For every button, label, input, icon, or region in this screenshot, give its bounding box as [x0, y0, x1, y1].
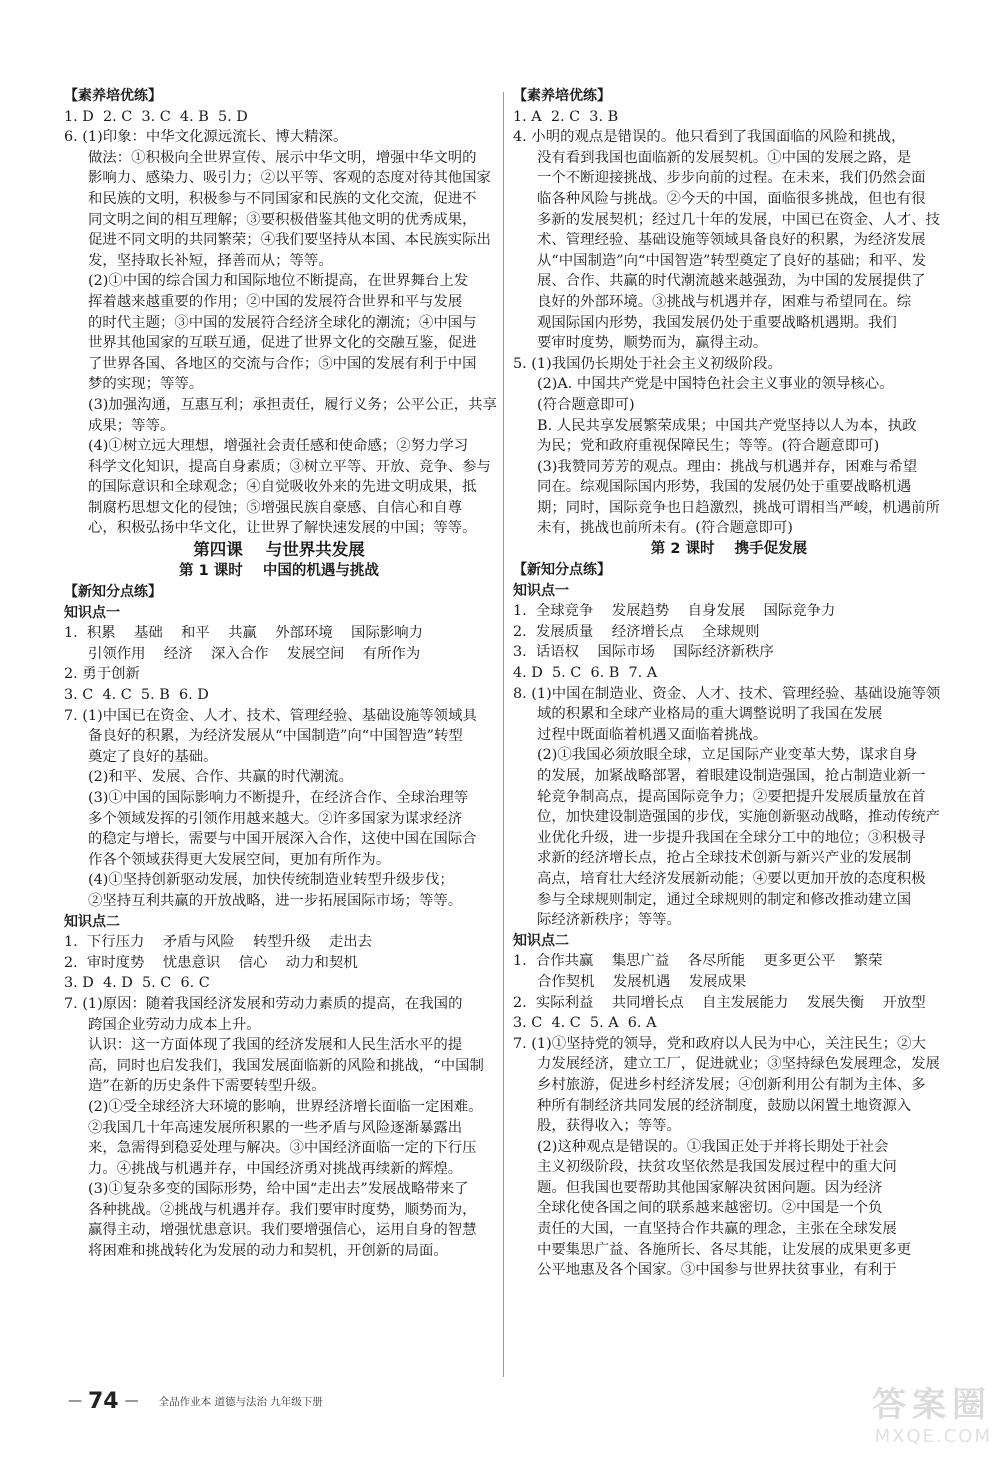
book-title: 全品作业本 道德与法治 九年级下册	[158, 1395, 323, 1408]
answer-line: (3)①复杂多变的国际形势，给中国“走出去”发展战略带来了	[88, 1181, 469, 1198]
answer-line: 世界其他国家的互联互通，促进了世界文化的交融互鉴，促进	[88, 335, 477, 352]
answer-line: 位，加快建设制造强国的步伐，实施创新驱动战略，推动传统产	[537, 809, 940, 826]
answer-line: 7. (1)中国已在资金、人才、技术、管理经验、基础设施等领域具	[64, 707, 477, 724]
answer-line: (符合题意即可)	[537, 396, 635, 413]
answer-line: (4)①树立远大理想，增强社会责任感和使命感；②努力学习	[88, 438, 469, 455]
answer-line: 7. (1)①坚持党的领导，党和政府以人民为中心，关注民生；②大	[513, 1035, 926, 1052]
answer-line: (2)这种观点是错误的。①我国正处于并将长期处于社会	[537, 1138, 889, 1155]
answer-line: 3. C 4. C 5. B 6. D	[64, 687, 209, 704]
watermark-text: 答案圈	[872, 1385, 992, 1425]
left-column	[64, 86, 497, 1262]
answer-line: 观国际国内形势，我国发展仍处于重要战略机遇期。我们	[537, 314, 897, 331]
answer-line: 的时代主题；③中国的发展符合经济全球化的潮流；④中国与	[88, 314, 477, 331]
answer-line: 1. 下行压力 矛盾与风险 转型升级 走出去	[64, 934, 373, 951]
answer-line: 展、合作、共赢的时代潮流越来越强劲，为中国的发展提供了	[537, 273, 926, 290]
answer-line: 将困难和挑战转化为发展的动力和契机，开创新的局面。	[88, 1243, 448, 1260]
answer-line: 力。④挑战与机遇并存，中国经济勇对挑战再续新的辉煌。	[88, 1160, 463, 1177]
page-footer	[62, 1386, 323, 1416]
section-heading: 【新知分点练】	[64, 584, 162, 601]
answer-line: 发，坚持取长补短，择善而从；等等。	[88, 252, 333, 269]
answer-line: 全球化使各国之间的联系越来越密切。②中国是一个负	[537, 1200, 883, 1217]
answer-line: (2)和平、发展、合作、共赢的时代潮流。	[88, 769, 354, 786]
answer-line: 3. D 4. D 5. C 6. C	[64, 975, 210, 992]
answer-line: (4)①坚持创新驱动发展，加快传统制造业转型升级步伐；	[88, 872, 454, 889]
answer-line: 跨国企业劳动力成本上升。	[88, 1016, 261, 1033]
answer-line: 1. A 2. C 3. B	[513, 108, 619, 125]
answer-line: 同在。综观国际国内形势，我国的发展仍处于重要战略机遇	[537, 479, 912, 496]
answer-line: (3)①中国的国际影响力不断提升，在经济合作、全球治理等	[88, 790, 469, 806]
answer-line: 作各个领域获得更大发展空间，更加有所作为。	[88, 851, 391, 868]
answer-line: 2. 发展质量 经济增长点 全球规则	[513, 623, 760, 640]
answer-line: 影响力、感染力、吸引力；②以平等、客观的态度对待其他国家	[88, 170, 491, 187]
answer-line: 力发展经济，建立工厂，促进就业；③坚持绿色发展理念，发展	[537, 1056, 940, 1073]
answer-line: 的发展，加紧战略部署，着眼建设制造强国，抢占制造业新一	[537, 768, 926, 784]
answer-line: 心，积极弘扬中华文化，让世界了解快速发展的中国；等等。	[88, 520, 477, 537]
answer-line: (3)我赞同芳芳的观点。理由：挑战与机遇并存，困难与希望	[537, 458, 918, 475]
answer-line: 责任的大国，一直坚持合作共赢的理念，主张在全球发展	[537, 1221, 897, 1238]
answer-line: 做法：①积极向全世界宣传、展示中华文明，增强中华文明的	[88, 149, 477, 166]
answer-line: 2. 实际利益 共同增长点 自主发展能力 发展失衡 开放型	[513, 994, 926, 1011]
watermark-url: MXQE.COM	[874, 1426, 992, 1447]
answer-line: 期；同时，国际竞争也日趋激烈，挑战可谓相当严峻，机遇前所	[537, 499, 940, 516]
answer-line: 合作契机 发展机遇 发展成果	[537, 973, 747, 990]
answer-line: 2. 勇于创新	[64, 666, 140, 683]
section-heading: 【素养培优练】	[64, 88, 162, 104]
answer-line: 3. 话语权 国际市场 国际经济新秩序	[513, 644, 774, 661]
answer-line: 域的积累和全球产业格局的重大调整说明了我国在发展	[537, 706, 883, 723]
answer-line: 题。但我国也要帮助其他国家解决贫困问题。因为经济	[537, 1179, 883, 1196]
answer-line: 备良好的积累，为经济发展从“中国制造”向“中国智造”转型	[88, 728, 463, 745]
answer-line: B. 人民共享发展繁荣成果；中国共产党坚持以人为本，执政	[537, 417, 917, 434]
page-dash-left: —	[68, 1393, 82, 1409]
answer-line: 3. C 4. C 5. A 6. A	[513, 1015, 657, 1032]
answer-line: 和民族的文明，积极参与不同国家和民族的文化交流，促进不	[88, 190, 477, 207]
answer-line: 主义初级阶段，扶贫攻坚依然是我国发展过程中的重大问	[537, 1159, 897, 1176]
page-dash-right: —	[124, 1393, 139, 1409]
answer-line: 制腐朽思想文化的侵蚀；⑤增强民族自豪感、自信心和自尊	[88, 499, 463, 516]
right-column	[513, 86, 945, 1281]
answer-line: 要审时度势，顺势而为，赢得主动。	[537, 335, 768, 352]
answer-line: 4. 小明的观点是错误的。他只看到了我国面临的风险和挑战，	[513, 129, 906, 146]
answer-line: 公平地惠及各个国家。③中国参与世界扶贫事业，有利于	[537, 1262, 897, 1279]
page-number: 74	[88, 1388, 119, 1414]
answer-line: 多新的发展契机；经过几十年的发展，中国已在资金、人才、技	[537, 211, 940, 228]
answer-line: (3)加强沟通，互惠互利；承担责任，履行义务；公平公正，共享	[88, 396, 497, 413]
answer-line: 1. 合作共赢 集思广益 各尽所能 更多更公平 繁荣	[513, 953, 883, 970]
answer-line: 了世界各国、各地区的交流与合作；⑤中国的发展有利于中国	[88, 355, 477, 372]
section-heading: 【新知分点练】	[513, 562, 611, 579]
answer-line: (2)①受全球经济大环境的影响，世界经济增长面临一定困难。	[88, 1098, 483, 1115]
answer-line: 求新的经济增长点，抢占全球技术创新与新兴产业的发展制	[537, 850, 912, 867]
answer-line: 为民；党和政府重视保障民生；等等。(符合题意即可)	[537, 438, 880, 455]
answer-line: 科学文化知识，提高自身素质；③树立平等、开放、竞争、参与	[88, 458, 491, 475]
answer-line: (2)①中国的综合国力和国际地位不断提高，在世界舞台上发	[88, 273, 469, 290]
answer-line: ②坚持互利共赢的开放战略，进一步拓展国际市场；等等。	[88, 892, 463, 909]
answer-line: 7. (1)原因：随着我国经济发展和劳动力素质的提高，在我国的	[64, 995, 463, 1012]
knowledge-point-heading: 知识点一	[513, 582, 569, 599]
answer-line: 中要集思广益、各施所长、各尽其能，让发展的成果更多更	[537, 1241, 912, 1258]
answer-line: 6. (1)印象：中华文化源远流长、博大精深。	[64, 129, 348, 146]
column-divider	[503, 92, 504, 1377]
answer-line: 各种挑战。②挑战与机遇并存。我们要审时度势，顺势而为，	[88, 1201, 477, 1218]
answer-line: 乡村旅游，促进乡村经济发展；④创新利用公有制为主体、多	[537, 1076, 926, 1093]
knowledge-point-heading: 知识点二	[513, 932, 569, 949]
answer-line: 高，同时也启发我们，我国发展面临新的风险和挑战，“中国制	[88, 1057, 484, 1074]
answer-line: 过程中既面临着机遇又面临着挑战。	[537, 726, 768, 743]
answer-line: 参与全球规则制定，通过全球规则的制定和修改推动建立国	[537, 891, 912, 908]
answer-line: (2)①我国必须放眼全球，立足国际产业变革大势，谋求自身	[537, 747, 918, 764]
answer-line: 同文明之间的相互理解；③要积极借鉴其他文明的优秀成果，	[88, 211, 477, 228]
answer-line: 多个领域发挥的引领作用越来越大。②许多国家为谋求经济	[88, 810, 463, 827]
answer-line: 临各种风险与挑战。②今天的中国，面临很多挑战，但也有很	[537, 190, 926, 207]
answer-line: 引领作用 经济 深入合作 发展空间 有所作为	[88, 645, 421, 662]
answer-line: 8. (1)中国在制造业、资金、人才、技术、管理经验、基础设施等领	[513, 685, 941, 702]
section-heading: 【素养培优练】	[513, 88, 611, 104]
answer-line: ②我国几十年高速发展所积累的一些矛盾与风险逐渐暴露出	[88, 1119, 463, 1136]
answer-line: 高点，培育壮大经济发展新动能；④要以更加开放的态度积极	[537, 870, 926, 887]
answer-line: 5. (1)我国仍长期处于社会主义初级阶段。	[513, 355, 782, 372]
answer-line: 际经济新秩序；等等。	[537, 912, 681, 929]
answer-line: 来，急需得到稳妥处理与解决。③中国经济面临一定的下行压	[88, 1140, 477, 1157]
watermark-logo	[872, 1377, 992, 1447]
answer-line: 2. 审时度势 忧患意识 信心 动力和契机	[64, 954, 358, 971]
answer-line: 的稳定与增长，需要与中国开展深入合作，这使中国在国际合	[88, 831, 477, 848]
answer-line: 术、管理经验、基础设施等领域具备良好的积累，为经济发展	[537, 232, 926, 249]
answer-line: (2)A. 中国共产党是中国特色社会主义事业的领导核心。	[537, 376, 894, 393]
answer-line: 1. 积累 基础 和平 共赢 外部环境 国际影响力	[64, 625, 424, 642]
answer-line: 梦的实现；等等。	[88, 376, 204, 393]
answer-line: 未有，挑战也前所未有。(符合题意即可)	[537, 520, 793, 537]
lesson-subtitle: 第 1 课时 中国的机遇与挑战	[179, 563, 379, 580]
answer-line: 造”在新的历史条件下需要转型升级。	[88, 1078, 326, 1095]
answer-line: 股，获得收入；等等。	[537, 1118, 681, 1135]
answer-line: 成果；等等。	[88, 417, 175, 434]
answer-line: 认识：这一方面体现了我国的经济发展和人民生活水平的提	[88, 1037, 463, 1054]
answer-line: 的国际意识和全球观念；④自觉吸收外来的先进文明成果，抵	[88, 479, 477, 496]
answer-line: 从“中国制造”向“中国智造”转型奠定了良好的基础；和平、发	[537, 252, 927, 269]
answer-line: 轮竞争制高点，提高国际竞争力；②要把提升发展质量放在首	[537, 788, 926, 805]
answer-line: 没有看到我国也面临新的发展契机。①中国的发展之路，是	[537, 149, 912, 166]
lesson-title: 第四课 与世界共发展	[193, 540, 365, 560]
answer-line: 1. D 2. C 3. C 4. B 5. D	[64, 108, 248, 125]
answer-line: 一个不断迎接挑战、步步向前的过程。在未来，我们仍然会面	[537, 170, 926, 187]
answer-line: 4. D 5. C 6. B 7. A	[513, 665, 658, 682]
answer-line: 挥着越来越重要的作用；②中国的发展符合世界和平与发展	[88, 293, 463, 310]
answer-line: 1. 全球竞争 发展趋势 自身发展 国际竞争力	[513, 603, 836, 620]
knowledge-point-heading: 知识点二	[64, 913, 120, 930]
answer-line: 业优化升级，进一步提升我国在全球分工中的地位；③积极寻	[537, 829, 926, 846]
answer-line: 促进不同文明的共同繁荣；④我们要坚持从本国、本民族实际出	[88, 232, 491, 249]
answer-line: 良好的外部环境。③挑战与机遇并存，困难与希望同在。综	[537, 293, 912, 310]
answer-line: 奠定了良好的基础。	[88, 748, 218, 765]
lesson-subtitle: 第 2 课时 携手促发展	[650, 541, 808, 558]
answer-line: 赢得主动，增强忧患意识。我们要增强信心，运用自身的智慧	[88, 1222, 477, 1239]
knowledge-point-heading: 知识点一	[64, 604, 120, 621]
answer-line: 种所有制经济共同发展的经济制度，鼓励以闲置土地资源入	[537, 1097, 912, 1114]
